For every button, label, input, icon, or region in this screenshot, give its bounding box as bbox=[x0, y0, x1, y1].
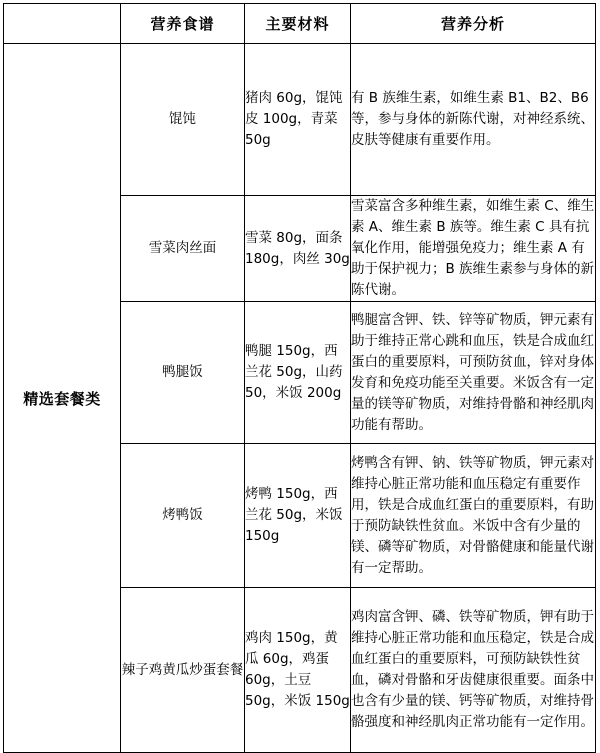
ingredients-cell: 雪菜 80g，面条 180g，肉丝 30g bbox=[245, 196, 351, 302]
category-cell: 精选套餐类 bbox=[4, 44, 121, 753]
header-row bbox=[4, 4, 596, 44]
ingredients-cell: 烤鸭 150g，西兰花 50g，米饭 150g bbox=[245, 444, 351, 588]
header-blank-cell bbox=[4, 4, 121, 44]
dish-name: 馄饨 bbox=[121, 44, 245, 196]
dish-name: 鸭腿饭 bbox=[121, 302, 245, 444]
header-analysis: 营养分析 bbox=[351, 4, 596, 44]
analysis-cell: 烤鸭含有钾、钠、铁等矿物质，钾元素对维持心脏正常功能和血压稳定有重要作用，铁是合成血红蛋白的重要原料，有助于预防缺铁性贫血。米饭中含有少量的镁、磷等矿物质，对骨骼健康和能量代谢有一定帮助。 bbox=[351, 444, 596, 588]
nutrition-table bbox=[3, 3, 596, 753]
header-recipe: 营养食谱 bbox=[121, 4, 245, 44]
table-row bbox=[4, 44, 596, 196]
dish-name: 烤鸭饭 bbox=[121, 444, 245, 588]
ingredients-cell: 鸡肉 150g，黄瓜 60g，鸡蛋 60g，土豆 50g，米饭 150g bbox=[245, 588, 351, 753]
analysis-cell: 有 B 族维生素，如维生素 B1、B2、B6 等，参与身体的新陈代谢，对神经系统、皮肤等健康有重要作用。 bbox=[351, 44, 596, 196]
analysis-cell: 鸭腿富含钾、铁、锌等矿物质，钾元素有助于维持正常心跳和血压，铁是合成血红蛋白的重要原料，可预防贫血，锌对身体发育和免疫功能至关重要。米饭含有一定量的镁等矿物质，对维持骨骼和神经肌肉功能有帮助。 bbox=[351, 302, 596, 444]
analysis-cell: 鸡肉富含钾、磷、铁等矿物质，钾有助于维持心脏正常功能和血压稳定，铁是合成血红蛋白的重要原料，可预防缺铁性贫血，磷对骨骼和牙齿健康很重要。面条中也含有少量的镁、钙等矿物质，对维持骨骼强度和神经肌肉正常功能有一定作用。 bbox=[351, 588, 596, 753]
analysis-cell: 雪菜富含多种维生素，如维生素 C、维生素 A、维生素 B 族等。维生素 C 具有抗氧化作用，能增强免疫力；维生素 A 有助于保护视力；B 族维生素参与身体的新陈代谢。 bbox=[351, 196, 596, 302]
header-ingredients: 主要材料 bbox=[245, 4, 351, 44]
ingredients-cell: 鸭腿 150g，西兰花 50g，山药 50，米饭 200g bbox=[245, 302, 351, 444]
ingredients-cell: 猪肉 60g，馄饨皮 100g，青菜 50g bbox=[245, 44, 351, 196]
dish-name: 辣子鸡黄瓜炒蛋套餐 bbox=[121, 588, 245, 753]
dish-name: 雪菜肉丝面 bbox=[121, 196, 245, 302]
